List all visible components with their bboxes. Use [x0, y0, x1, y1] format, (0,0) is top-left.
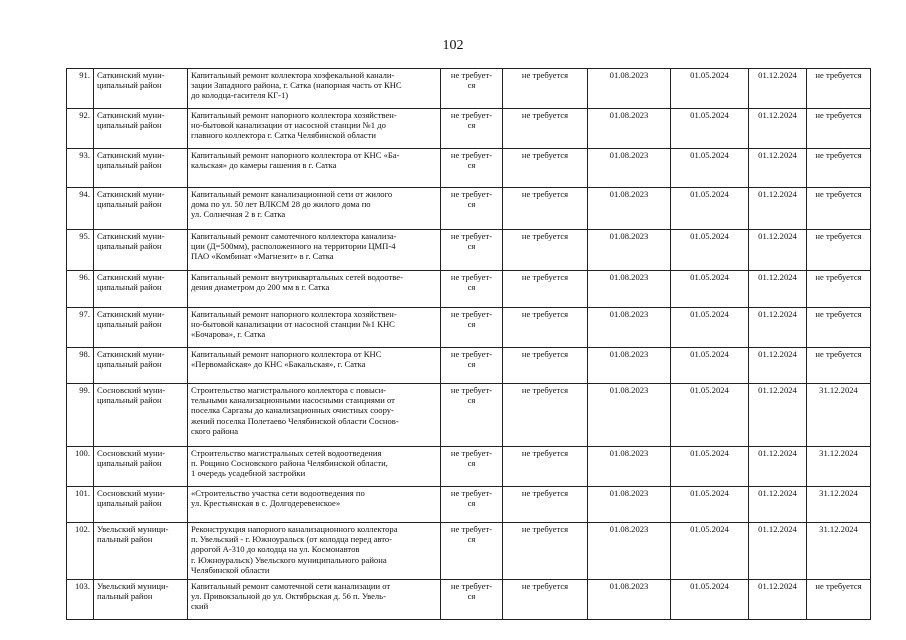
- description-cell: [188, 149, 441, 188]
- requirement-cell: [441, 523, 503, 580]
- table-row: [67, 271, 871, 308]
- col9-cell: не требуется: [807, 308, 871, 348]
- district-line: Сосновский муни-: [97, 448, 166, 458]
- district-line: ципальный район: [97, 498, 162, 509]
- requirement-line: ся: [467, 120, 476, 131]
- description-line: ул. Крестьянская в с. Долгодеревенское»: [191, 498, 341, 509]
- col9-cell: 31.12.2024: [807, 487, 871, 523]
- description-line: Строительство магистрального коллектора с повыси-: [191, 385, 387, 395]
- requirement-cell: [441, 188, 503, 230]
- col7-cell: 01.05.2024: [671, 384, 749, 447]
- col5-cell: не требуется: [503, 348, 588, 384]
- description-line: тельными канализационными насосными станциями от: [191, 395, 395, 406]
- description-line: Капитальный ремонт внутриквартальных сетей водоотве-: [191, 272, 403, 282]
- requirement-line: ся: [467, 395, 476, 406]
- requirement-cell: [441, 149, 503, 188]
- description-line: но-бытовой канализации от насосной станции №1 до: [191, 120, 386, 131]
- col7-cell: 01.05.2024: [671, 230, 749, 271]
- district-line: ципальный район: [97, 120, 162, 131]
- district-line: Саткинский муни-: [97, 110, 165, 120]
- description-cell: [188, 523, 441, 580]
- district-line: ципальный район: [97, 282, 162, 293]
- requirement-line: ся: [467, 199, 476, 210]
- requirement-cell: [441, 348, 503, 384]
- description-cell: [188, 69, 441, 109]
- table-row: [67, 188, 871, 230]
- col9-cell: не требуется: [807, 109, 871, 149]
- requirement-cell: [441, 384, 503, 447]
- description-cell: [188, 447, 441, 487]
- description-cell: [188, 188, 441, 230]
- description-line: дома по ул. 50 лет ВЛКСМ 28 до жилого дома по: [191, 199, 371, 210]
- district-line: пальный район: [97, 534, 153, 545]
- description-line: Капитальный ремонт напорного коллектора хозяйствен-: [191, 110, 397, 120]
- col5-cell: не требуется: [503, 230, 588, 271]
- col9-cell: не требуется: [807, 580, 871, 620]
- description-cell: [188, 230, 441, 271]
- description-cell: [188, 580, 441, 620]
- district-cell: [94, 69, 188, 109]
- district-line: пальный район: [97, 591, 153, 602]
- col9-cell: 31.12.2024: [807, 447, 871, 487]
- table-row: [67, 149, 871, 188]
- requirement-line: не требует-: [450, 272, 493, 282]
- requirement-line: не требует-: [450, 448, 493, 458]
- district-line: ципальный район: [97, 319, 162, 330]
- col8-cell: 01.12.2024: [749, 149, 807, 188]
- col9-cell: не требуется: [807, 69, 871, 109]
- description-line: Капитальный ремонт коллектора хозфекальной канали-: [191, 70, 395, 80]
- row-number: 103.: [67, 580, 94, 620]
- col6-cell: 01.08.2023: [588, 580, 671, 620]
- col9-cell: не требуется: [807, 149, 871, 188]
- col7-cell: 01.05.2024: [671, 109, 749, 149]
- col5-cell: не требуется: [503, 69, 588, 109]
- description-line: Капитальный ремонт напорного коллектора от КНС: [191, 349, 382, 359]
- requirement-line: ся: [467, 534, 476, 545]
- requirement-line: не требует-: [450, 581, 493, 591]
- col5-cell: не требуется: [503, 447, 588, 487]
- col8-cell: 01.12.2024: [749, 188, 807, 230]
- district-line: Увельский муници-: [97, 524, 169, 534]
- col5-cell: не требуется: [503, 580, 588, 620]
- district-line: ципальный район: [97, 395, 162, 406]
- row-number: 91.: [67, 69, 94, 109]
- table-row: [67, 69, 871, 109]
- col6-cell: 01.08.2023: [588, 109, 671, 149]
- description-line: ции (Д=500мм), расположенного на территории ЦМП-4: [191, 241, 396, 252]
- district-line: Саткинский муни-: [97, 309, 165, 319]
- col6-cell: 01.08.2023: [588, 188, 671, 230]
- district-cell: [94, 230, 188, 271]
- col7-cell: 01.05.2024: [671, 271, 749, 308]
- district-cell: [94, 308, 188, 348]
- description-line: Капитальный ремонт самотечной сети канализации от: [191, 581, 391, 591]
- requirement-line: не требует-: [450, 231, 493, 241]
- col6-cell: 01.08.2023: [588, 487, 671, 523]
- table-row: [67, 230, 871, 271]
- col9-cell: 31.12.2024: [807, 523, 871, 580]
- description-line: поселка Саргазы до канализационных очистных соору-: [191, 405, 394, 416]
- district-line: ципальный район: [97, 80, 162, 91]
- requirement-line: ся: [467, 80, 476, 91]
- description-line: ул. Привокзальной до ул. Октябрьская д. 56 п. Увель-: [191, 591, 386, 602]
- row-number: 94.: [67, 188, 94, 230]
- district-line: Саткинский муни-: [97, 272, 165, 282]
- description-line: кальская» до камеры гашения в г. Сатка: [191, 160, 337, 171]
- requirement-line: ся: [467, 359, 476, 370]
- description-line: дения диаметром до 200 мм в г. Сатка: [191, 282, 330, 293]
- district-line: Сосновский муни-: [97, 488, 166, 498]
- requirement-line: не требует-: [450, 150, 493, 160]
- district-cell: [94, 109, 188, 149]
- col8-cell: 01.12.2024: [749, 523, 807, 580]
- requirement-line: ся: [467, 160, 476, 171]
- description-cell: [188, 487, 441, 523]
- col9-cell: не требуется: [807, 348, 871, 384]
- table-row: [67, 580, 871, 620]
- description-line: «Первомайская» до КНС «Бакальская», г. Сатка: [191, 359, 366, 370]
- requirement-line: не требует-: [450, 70, 493, 80]
- col5-cell: не требуется: [503, 271, 588, 308]
- requirement-cell: [441, 447, 503, 487]
- col9-cell: не требуется: [807, 271, 871, 308]
- description-line: Челябинской области: [191, 564, 270, 575]
- col7-cell: 01.05.2024: [671, 69, 749, 109]
- requirement-cell: [441, 109, 503, 149]
- col9-cell: не требуется: [807, 230, 871, 271]
- requirement-line: не требует-: [450, 349, 493, 359]
- col6-cell: 01.08.2023: [588, 149, 671, 188]
- district-line: Саткинский муни-: [97, 231, 165, 241]
- col7-cell: 01.05.2024: [671, 308, 749, 348]
- table-row: [67, 487, 871, 523]
- district-line: Увельский муници-: [97, 581, 169, 591]
- requirement-cell: [441, 487, 503, 523]
- table-row: [67, 308, 871, 348]
- col6-cell: 01.08.2023: [588, 69, 671, 109]
- requirement-cell: [441, 271, 503, 308]
- col6-cell: 01.08.2023: [588, 523, 671, 580]
- description-line: Реконструкция напорного канализационного коллектора: [191, 524, 398, 534]
- col8-cell: 01.12.2024: [749, 580, 807, 620]
- col5-cell: не требуется: [503, 487, 588, 523]
- description-cell: [188, 308, 441, 348]
- works-table: [66, 68, 871, 620]
- row-number: 97.: [67, 308, 94, 348]
- col5-cell: не требуется: [503, 308, 588, 348]
- col8-cell: 01.12.2024: [749, 109, 807, 149]
- col8-cell: 01.12.2024: [749, 230, 807, 271]
- col5-cell: не требуется: [503, 109, 588, 149]
- col5-cell: не требуется: [503, 149, 588, 188]
- district-cell: [94, 580, 188, 620]
- description-line: Строительство магистральных сетей водоотведения: [191, 448, 382, 458]
- col8-cell: 01.12.2024: [749, 348, 807, 384]
- col7-cell: 01.05.2024: [671, 487, 749, 523]
- col8-cell: 01.12.2024: [749, 271, 807, 308]
- requirement-cell: [441, 580, 503, 620]
- requirement-cell: [441, 69, 503, 109]
- description-line: ПАО «Комбинат «Магнезит» в г. Сатка: [191, 251, 334, 262]
- description-cell: [188, 384, 441, 447]
- col8-cell: 01.12.2024: [749, 487, 807, 523]
- requirement-line: ся: [467, 241, 476, 252]
- requirement-line: ся: [467, 319, 476, 330]
- row-number: 96.: [67, 271, 94, 308]
- col8-cell: 01.12.2024: [749, 69, 807, 109]
- row-number: 95.: [67, 230, 94, 271]
- description-line: до колодца-гасителя КГ-1): [191, 90, 289, 101]
- district-line: Саткинский муни-: [97, 349, 165, 359]
- description-line: главного коллектора г. Сатка Челябинской области: [191, 130, 376, 141]
- col8-cell: 01.12.2024: [749, 447, 807, 487]
- col6-cell: 01.08.2023: [588, 308, 671, 348]
- description-line: Капитальный ремонт напорного коллектора от КНС «Ба-: [191, 150, 400, 160]
- col6-cell: 01.08.2023: [588, 271, 671, 308]
- district-line: ципальный район: [97, 160, 162, 171]
- description-line: Капитальный ремонт напорного коллектора хозяйствен-: [191, 309, 397, 319]
- description-cell: [188, 109, 441, 149]
- col8-cell: 01.12.2024: [749, 384, 807, 447]
- description-cell: [188, 348, 441, 384]
- row-number: 92.: [67, 109, 94, 149]
- row-number: 102.: [67, 523, 94, 580]
- description-line: п. Рощино Сосновского района Челябинской области,: [191, 458, 388, 469]
- col7-cell: 01.05.2024: [671, 188, 749, 230]
- requirement-line: не требует-: [450, 385, 493, 395]
- page-number: 102: [442, 38, 464, 53]
- col6-cell: 01.08.2023: [588, 230, 671, 271]
- col9-cell: не требуется: [807, 188, 871, 230]
- district-cell: [94, 348, 188, 384]
- description-line: Капитальный ремонт самотечного коллектора канализа-: [191, 231, 397, 241]
- col6-cell: 01.08.2023: [588, 447, 671, 487]
- district-cell: [94, 271, 188, 308]
- requirement-line: ся: [467, 282, 476, 293]
- col7-cell: 01.05.2024: [671, 348, 749, 384]
- description-line: дорогой А-310 до колодца на ул. Космонавтов: [191, 544, 360, 555]
- district-cell: [94, 384, 188, 447]
- description-line: ский: [191, 601, 209, 612]
- district-line: ципальный район: [97, 199, 162, 210]
- description-line: зации Западного района, г. Сатка (напорная часть от КНС: [191, 80, 402, 91]
- col7-cell: 01.05.2024: [671, 447, 749, 487]
- requirement-line: ся: [467, 498, 476, 509]
- description-cell: [188, 271, 441, 308]
- row-number: 98.: [67, 348, 94, 384]
- requirement-line: не требует-: [450, 309, 493, 319]
- row-number: 93.: [67, 149, 94, 188]
- requirement-cell: [441, 230, 503, 271]
- description-line: ского района: [191, 425, 239, 436]
- description-line: Капитальный ремонт канализационной сети от жилого: [191, 189, 393, 199]
- district-line: Саткинский муни-: [97, 70, 165, 80]
- district-line: ципальный район: [97, 241, 162, 252]
- district-cell: [94, 447, 188, 487]
- requirement-line: ся: [467, 458, 476, 469]
- col6-cell: 01.08.2023: [588, 348, 671, 384]
- district-cell: [94, 487, 188, 523]
- table-row: [67, 384, 871, 447]
- requirement-cell: [441, 308, 503, 348]
- description-line: жений поселка Полетаево Челябинской области Соснов-: [191, 415, 399, 426]
- row-number: 101.: [67, 487, 94, 523]
- description-line: 1 очередь усадебной застройки: [191, 468, 306, 479]
- requirement-line: не требует-: [450, 488, 493, 498]
- district-cell: [94, 523, 188, 580]
- table-row: [67, 109, 871, 149]
- col8-cell: 01.12.2024: [749, 308, 807, 348]
- col9-cell: 31.12.2024: [807, 384, 871, 447]
- description-line: «Бочарова», г. Сатка: [191, 329, 266, 340]
- district-cell: [94, 149, 188, 188]
- description-line: п. Увельский - г. Южноуральск (от колодца перед авто-: [191, 534, 393, 545]
- requirement-line: не требует-: [450, 524, 493, 534]
- col5-cell: не требуется: [503, 188, 588, 230]
- district-line: Саткинский муни-: [97, 150, 165, 160]
- description-line: но-бытовой канализации от насосной станции №1 КНС: [191, 319, 395, 330]
- district-line: ципальный район: [97, 359, 162, 370]
- col5-cell: не требуется: [503, 384, 588, 447]
- col7-cell: 01.05.2024: [671, 149, 749, 188]
- description-line: ул. Солнечная 2 в г. Сатка: [191, 209, 286, 220]
- requirement-line: не требует-: [450, 110, 493, 120]
- description-line: «Строительство участка сети водоотведения по: [191, 488, 365, 498]
- col5-cell: не требуется: [503, 523, 588, 580]
- district-cell: [94, 188, 188, 230]
- row-number: 100.: [67, 447, 94, 487]
- requirement-line: ся: [467, 591, 476, 602]
- requirement-line: не требует-: [450, 189, 493, 199]
- row-number: 99.: [67, 384, 94, 447]
- district-line: ципальный район: [97, 458, 162, 469]
- table-row: [67, 447, 871, 487]
- table-row: [67, 348, 871, 384]
- description-line: г. Южноуральск) Увельского муниципального района: [191, 554, 387, 565]
- col7-cell: 01.05.2024: [671, 523, 749, 580]
- col7-cell: 01.05.2024: [671, 580, 749, 620]
- col6-cell: 01.08.2023: [588, 384, 671, 447]
- district-line: Саткинский муни-: [97, 189, 165, 199]
- table-row: [67, 523, 871, 580]
- district-line: Сосновский муни-: [97, 385, 166, 395]
